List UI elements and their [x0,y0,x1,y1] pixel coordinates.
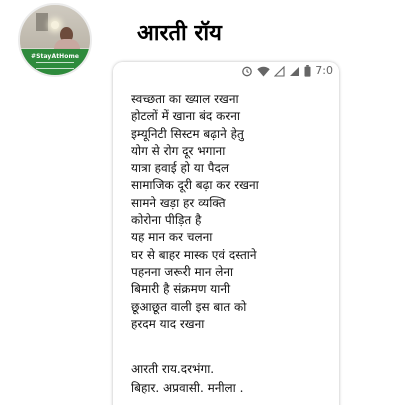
poem-line: सामने खड़ा हर व्यक्ति [131,195,226,210]
poem-line: बिमारी है संक्रमण यानी [131,282,231,297]
poem-line: छूआछूत वाली इस बात को [131,299,247,314]
poem-line: कोरोना पीड़ित है [131,213,202,228]
poem-line: इम्यूनिटी सिस्टम बढ़ाने हेतु [131,126,244,141]
avatar-photo-lamp [51,21,59,29]
poem-line: पहनना जरूरी मान लेना [131,264,234,279]
phone-screenshot-card [113,62,339,405]
profile-avatar[interactable] [18,3,92,77]
avatar-photo-window [36,13,48,31]
battery-icon [304,65,311,77]
poem-line: होटलों में खाना बंद करना [131,109,241,124]
badge-title: #StayAtHome [30,53,80,60]
poem-line: घर से बाहर मास्क एवं दस्ताने [131,247,257,262]
poem-line: हरदम याद रखना [131,316,205,331]
badge-subtext-lines [36,62,74,69]
signature-line-name: आरती राय.दरभंगा. [131,362,215,376]
status-icons-group [241,64,333,78]
signature-line-location: बिहार. अप्रवासी. मनीला . [131,381,244,395]
signal-outline-icon [274,66,285,77]
alarm-icon [241,65,253,77]
status-clock: 7:0 [315,64,333,77]
poem-line: योग से रोग दूर भगाना [131,143,226,158]
signal-icon [289,66,300,77]
poem-line: यह मान कर चलना [131,230,213,245]
poem-line: सामाजिक दूरी बढ़ा कर रखना [131,178,259,193]
wifi-icon [257,66,270,77]
poem-line: स्वच्छता का ख्याल रखना [131,92,239,106]
profile-name[interactable]: आरती रॉय [137,21,222,46]
poem-line: यात्रा हवाई हो या पैदल [131,161,229,176]
phone-status-bar [113,62,339,80]
poem-text [131,91,331,333]
author-signature [131,360,331,398]
stay-at-home-badge [20,49,90,75]
